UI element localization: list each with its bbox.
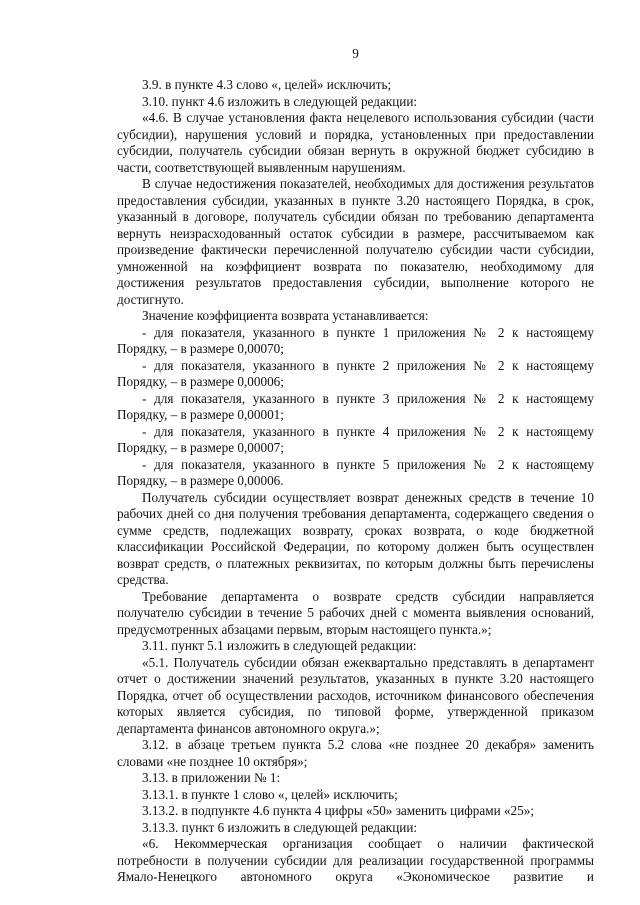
list-item-coefficient-3: - для показателя, указанного в пункте 3 приложения № 2 к настоящему Порядку, – в размере 0,00001;: [117, 390, 594, 422]
paragraph-indicator-shortfall: В случае недостижения показателей, необходимых для достижения результатов предоставления субсидии, указанных в пункте 3.20 настоящего Порядка, в срок, указанный в договоре, получатель субсидии обязан по требованию департамента вернуть неизрасходованный остаток субсидии в размере, рассчитываемом как произведение фактически перечисленной получателю субсидии части субсидии, умноженной на коэффициент возврата по показателю, необходимому для достижения результатов предоставления субсидии, выполнение которого не достигнуто.: [117, 176, 594, 307]
paragraph-refund-terms: Получатель субсидии осуществляет возврат денежных средств в течение 10 рабочих дней со дня получения требования департамента, содержащего сведения о сумме средств, подлежащих возврату, сроках возврата, о коде бюджетной классификации Российской Федерации, по которому должен быть осуществлен возврат средств, о платежных реквизитах, по которым должны быть перечислены средства.: [117, 489, 594, 587]
paragraph-3-11: 3.11. пункт 5.1 изложить в следующей редакции:: [142, 638, 417, 653]
paragraph-3-13: 3.13. в приложении № 1:: [142, 770, 281, 785]
paragraph-5-1: «5.1. Получатель субсидии обязан ежеквартально представлять в департамент отчет о достижении значений результатов, указанных в пункте 3.20 настоящего Порядка, отчет об осуществлении расходов, источником финансового обеспечения которых является субсидия, по типовой форме, утвержденной приказом департамента финансов автономного округа.»;: [117, 654, 594, 736]
page-number: 9: [352, 46, 359, 61]
paragraph-4-6: «4.6. В случае установления факта нецелевого использования субсидии (части субсидии), нарушения условий и порядка, установленных при предоставлении субсидии, получатель субсидии обязан вернуть в окружной бюджет субсидию в части, соответствующей выявленным нарушениям.: [117, 110, 594, 175]
paragraph-3-13-1: 3.13.1. в пункте 1 слово «, целей» исключить;: [142, 786, 398, 802]
list-item-coefficient-5: - для показателя, указанного в пункте 5 приложения № 2 к настоящему Порядку, – в размере 0,00006.: [117, 456, 594, 488]
list-item-coefficient-2: - для показателя, указанного в пункте 2 приложения № 2 к настоящему Порядку, – в размере 0,00006;: [117, 357, 594, 389]
paragraph-3-12: 3.12. в абзаце третьем пункта 5.2 слова «не позднее 20 декабря» заменить словами «не позднее 10 октября»;: [117, 737, 594, 769]
paragraph-3-13-3: 3.13.3. пункт 6 изложить в следующей редакции:: [142, 819, 418, 835]
paragraph-3-9: 3.9. в пункте 4.3 слово «, целей» исключить;: [142, 77, 392, 92]
paragraph-coefficient-intro: Значение коэффициента возврата устанавливается:: [142, 308, 429, 323]
paragraph-3-10: 3.10. пункт 4.6 изложить в следующей редакции:: [142, 93, 418, 109]
paragraph-refund-demand: Требование департамента о возврате средств субсидии направляется получателю субсидии в течение 5 рабочих дней с момента выявления оснований, предусмотренных абзацами первым, вторым настоящего пункта.»;: [117, 588, 594, 637]
paragraph-6: «6. Некоммерческая организация сообщает о наличии фактической потребности в получении субсидии для реализации государственной программы Ямало-Ненецкого автономного округа «Экономическое развитие и: [117, 836, 594, 884]
list-item-coefficient-4: - для показателя, указанного в пункте 4 приложения № 2 к настоящему Порядку, – в размере 0,00007;: [117, 423, 594, 455]
list-item-coefficient-1: - для показателя, указанного в пункте 1 приложения № 2 к настоящему Порядку, – в размере 0,00070;: [117, 324, 594, 356]
paragraph-3-13-2: 3.13.2. в подпункте 4.6 пункта 4 цифры «50» заменить цифрами «25»;: [142, 803, 534, 818]
